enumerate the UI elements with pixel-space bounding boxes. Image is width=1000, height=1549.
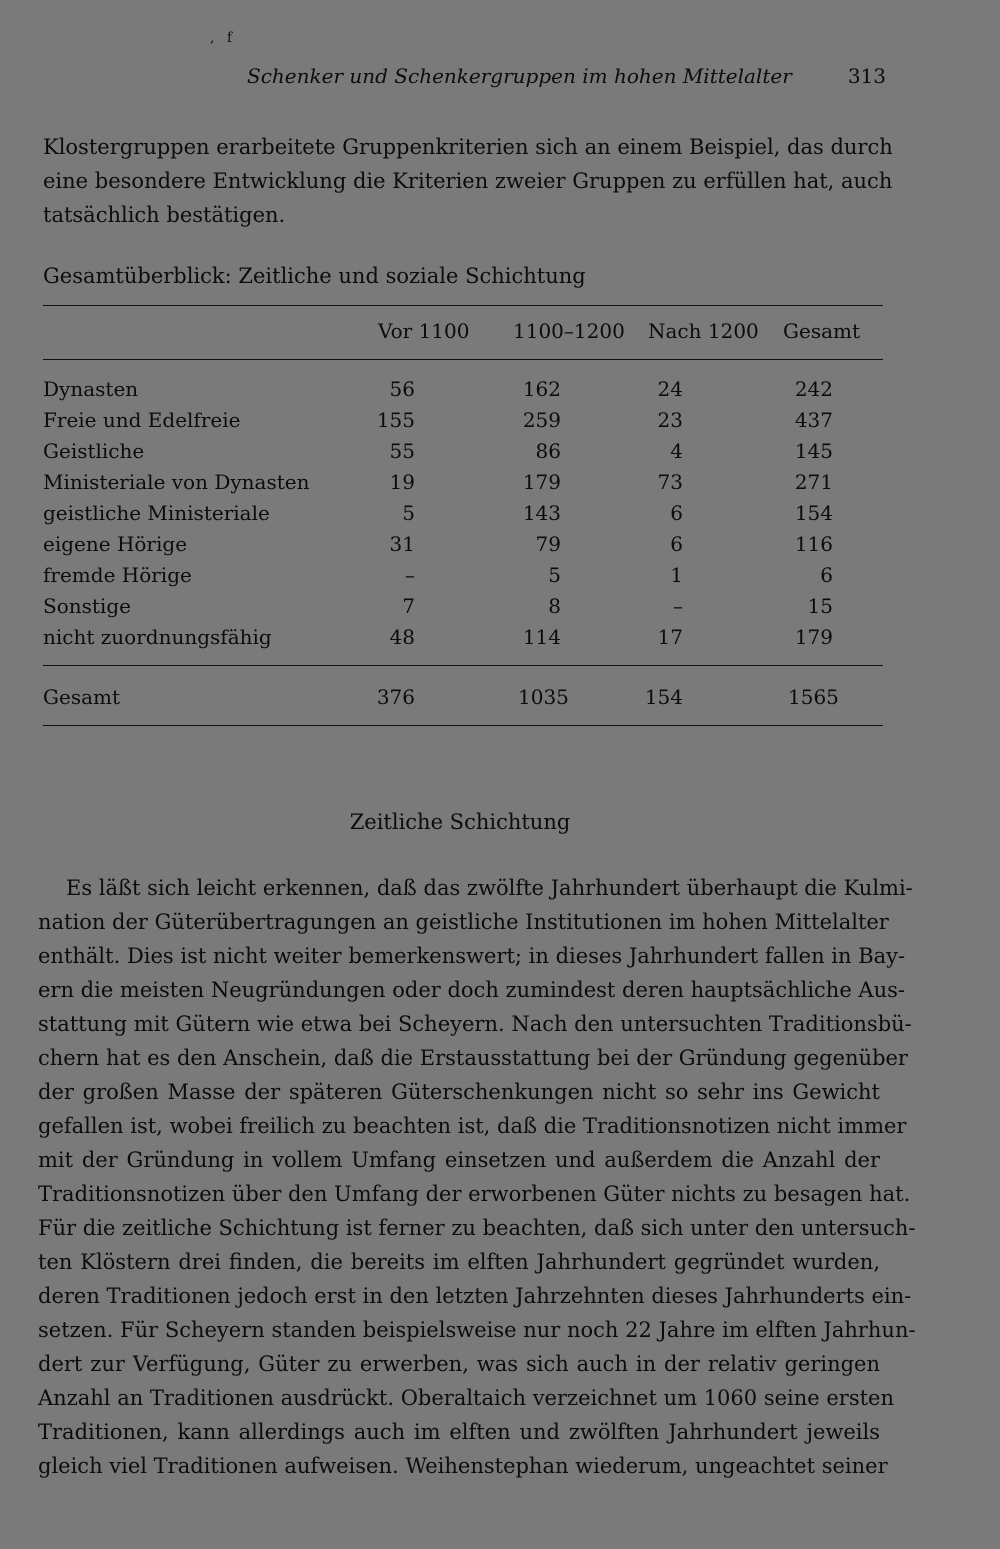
- table-row: [43, 375, 883, 406]
- column-header-gesamt: Gesamt: [783, 319, 861, 343]
- text-line: stattung mit Gütern wie etwa bei Scheyern. Nach den untersuchten Traditionsbü-: [38, 1012, 912, 1036]
- table-cell: 179: [522, 470, 561, 494]
- table-cell: 154: [794, 501, 833, 525]
- row-label: Freie und Edelfreie: [43, 408, 241, 432]
- text-line: Traditionsnotizen über den Umfang der erworbenen Güter nichts zu besagen hat.: [38, 1182, 911, 1206]
- table-cell: 7: [402, 594, 415, 618]
- table-row: [43, 499, 883, 530]
- column-header-1100-1200: 1100–1200: [513, 319, 625, 343]
- row-label: nicht zuordnungsfähig: [43, 625, 272, 649]
- table-total-row: [43, 683, 883, 714]
- row-label: Dynasten: [43, 377, 139, 401]
- text-line: gleich viel Traditionen aufweisen. Weihenstephan wiederum, ungeachtet seiner: [38, 1454, 888, 1478]
- row-label: eigene Hörige: [43, 532, 188, 556]
- table-row: [43, 530, 883, 561]
- text-line: eine besondere Entwicklung die Kriterien zweier Gruppen zu erfüllen hat, auch: [43, 169, 893, 193]
- table-row: [43, 561, 883, 592]
- table-cell: 31: [389, 532, 415, 556]
- text-line: ern die meisten Neugründungen oder doch zumindest deren hauptsächliche Aus-: [38, 978, 905, 1002]
- text-line: nation der Güterübertragungen an geistliche Institutionen im hohen Mittelalter: [38, 910, 889, 934]
- table-cell: 259: [522, 408, 561, 432]
- table-cell: 162: [522, 377, 561, 401]
- row-label: Ministeriale von Dynasten: [43, 470, 310, 494]
- text-line: Klostergruppen erarbeitete Gruppenkriterien sich an einem Beispiel, das durch: [43, 135, 893, 159]
- text-line: chern hat es den Anschein, daß die Erstausstattung bei der Gründung gegenüber: [38, 1046, 908, 1070]
- table-cell: –: [673, 594, 683, 618]
- table-cell: 376: [376, 685, 415, 709]
- table-cell: 116: [794, 532, 833, 556]
- table-cell: 17: [657, 625, 683, 649]
- table-body: [43, 375, 883, 654]
- table-row: [43, 592, 883, 623]
- row-label: Sonstige: [43, 594, 131, 618]
- table-row: [43, 468, 883, 499]
- table-cell: 143: [522, 501, 561, 525]
- table-cell: 48: [389, 625, 415, 649]
- table-cell: 154: [644, 685, 683, 709]
- text-line: enthält. Dies ist nicht weiter bemerkenswert; in dieses Jahrhundert fallen in Bay-: [38, 944, 906, 968]
- column-header-vor-1100: Vor 1100: [378, 319, 470, 343]
- table-row: [43, 406, 883, 437]
- main-paragraph: [38, 871, 916, 1483]
- table-cell: –: [405, 563, 415, 587]
- intro-paragraph: [43, 130, 893, 232]
- text-line: dert zur Verfügung, Güter zu erwerben, was sich auch in der relativ geringen: [38, 1352, 880, 1376]
- row-label: Geistliche: [43, 439, 145, 463]
- table-cell: 437: [794, 408, 833, 432]
- text-line: Traditionen, kann allerdings auch im elften und zwölften Jahrhundert jeweils: [38, 1420, 880, 1444]
- table-cell: 5: [548, 563, 561, 587]
- table-cell: 79: [535, 532, 561, 556]
- row-label: geistliche Ministeriale: [43, 501, 270, 525]
- table-cell: 19: [389, 470, 415, 494]
- running-head: [42, 64, 886, 94]
- table-cell: 15: [807, 594, 833, 618]
- table-cell: 242: [794, 377, 833, 401]
- text-line: ten Klöstern drei finden, die bereits im elften Jahrhundert gegründet wurden,: [38, 1250, 880, 1274]
- text-line: der großen Masse der späteren Güterschenkungen nicht so sehr ins Gewicht: [38, 1080, 880, 1104]
- table-cell: 145: [794, 439, 833, 463]
- text-line: Es läßt sich leicht erkennen, daß das zwölfte Jahrhundert überhaupt die Kulmi-: [66, 876, 913, 900]
- text-line: gefallen ist, wobei freilich zu beachten ist, daß die Traditionsnotizen nicht immer: [38, 1114, 907, 1138]
- table-header-rule: [43, 359, 883, 360]
- table-cell: 1035: [518, 685, 569, 709]
- table-cell: 56: [389, 377, 415, 401]
- text-line: tatsächlich bestätigen.: [43, 203, 286, 227]
- table-cell: 114: [522, 625, 561, 649]
- table-row: [43, 437, 883, 468]
- table-top-rule: [43, 305, 883, 306]
- table-cell: 4: [670, 439, 683, 463]
- page-number: 313: [847, 64, 886, 88]
- table-cell: 8: [548, 594, 561, 618]
- table-cell: 1565: [788, 685, 839, 709]
- row-label: Gesamt: [43, 685, 121, 709]
- table-bottom-rule: [43, 725, 883, 726]
- row-label: fremde Hörige: [43, 563, 192, 587]
- column-header-nach-1200: Nach 1200: [648, 319, 759, 343]
- table-cell: 6: [820, 563, 833, 587]
- table-cell: 5: [402, 501, 415, 525]
- table-cell: 155: [376, 408, 415, 432]
- table-cell: 73: [657, 470, 683, 494]
- table-total-rule: [43, 665, 883, 666]
- text-line: Anzahl an Traditionen ausdrückt. Oberaltaich verzeichnet um 1060 seine ersten: [38, 1386, 894, 1410]
- text-line: deren Traditionen jedoch erst in den letzten Jahrzehnten dieses Jahrhunderts ein-: [38, 1284, 912, 1308]
- table-cell: 6: [670, 501, 683, 525]
- table-cell: 179: [794, 625, 833, 649]
- table-caption: Gesamtüberblick: Zeitliche und soziale Schichtung: [43, 264, 586, 288]
- section-heading: Zeitliche Schichtung: [349, 810, 571, 834]
- table-cell: 23: [657, 408, 683, 432]
- table-cell: 271: [794, 470, 833, 494]
- stats-table: [43, 305, 883, 725]
- text-line: Für die zeitliche Schichtung ist ferner zu beachten, daß sich unter den untersuch-: [38, 1216, 916, 1240]
- table-cell: 86: [535, 439, 561, 463]
- table-row: [43, 623, 883, 654]
- text-line: mit der Gründung in vollem Umfang einsetzen und außerdem die Anzahl der: [38, 1148, 880, 1172]
- table-cell: 55: [389, 439, 415, 463]
- printer-marks: , f: [210, 30, 237, 46]
- table-cell: 6: [670, 532, 683, 556]
- running-title: Schenker und Schenkergruppen im hohen Mittelalter: [247, 64, 792, 88]
- text-line: setzen. Für Scheyern standen beispielsweise nur noch 22 Jahre im elften Jahrhun-: [38, 1318, 916, 1342]
- table-cell: 24: [657, 377, 683, 401]
- table-cell: 1: [670, 563, 683, 587]
